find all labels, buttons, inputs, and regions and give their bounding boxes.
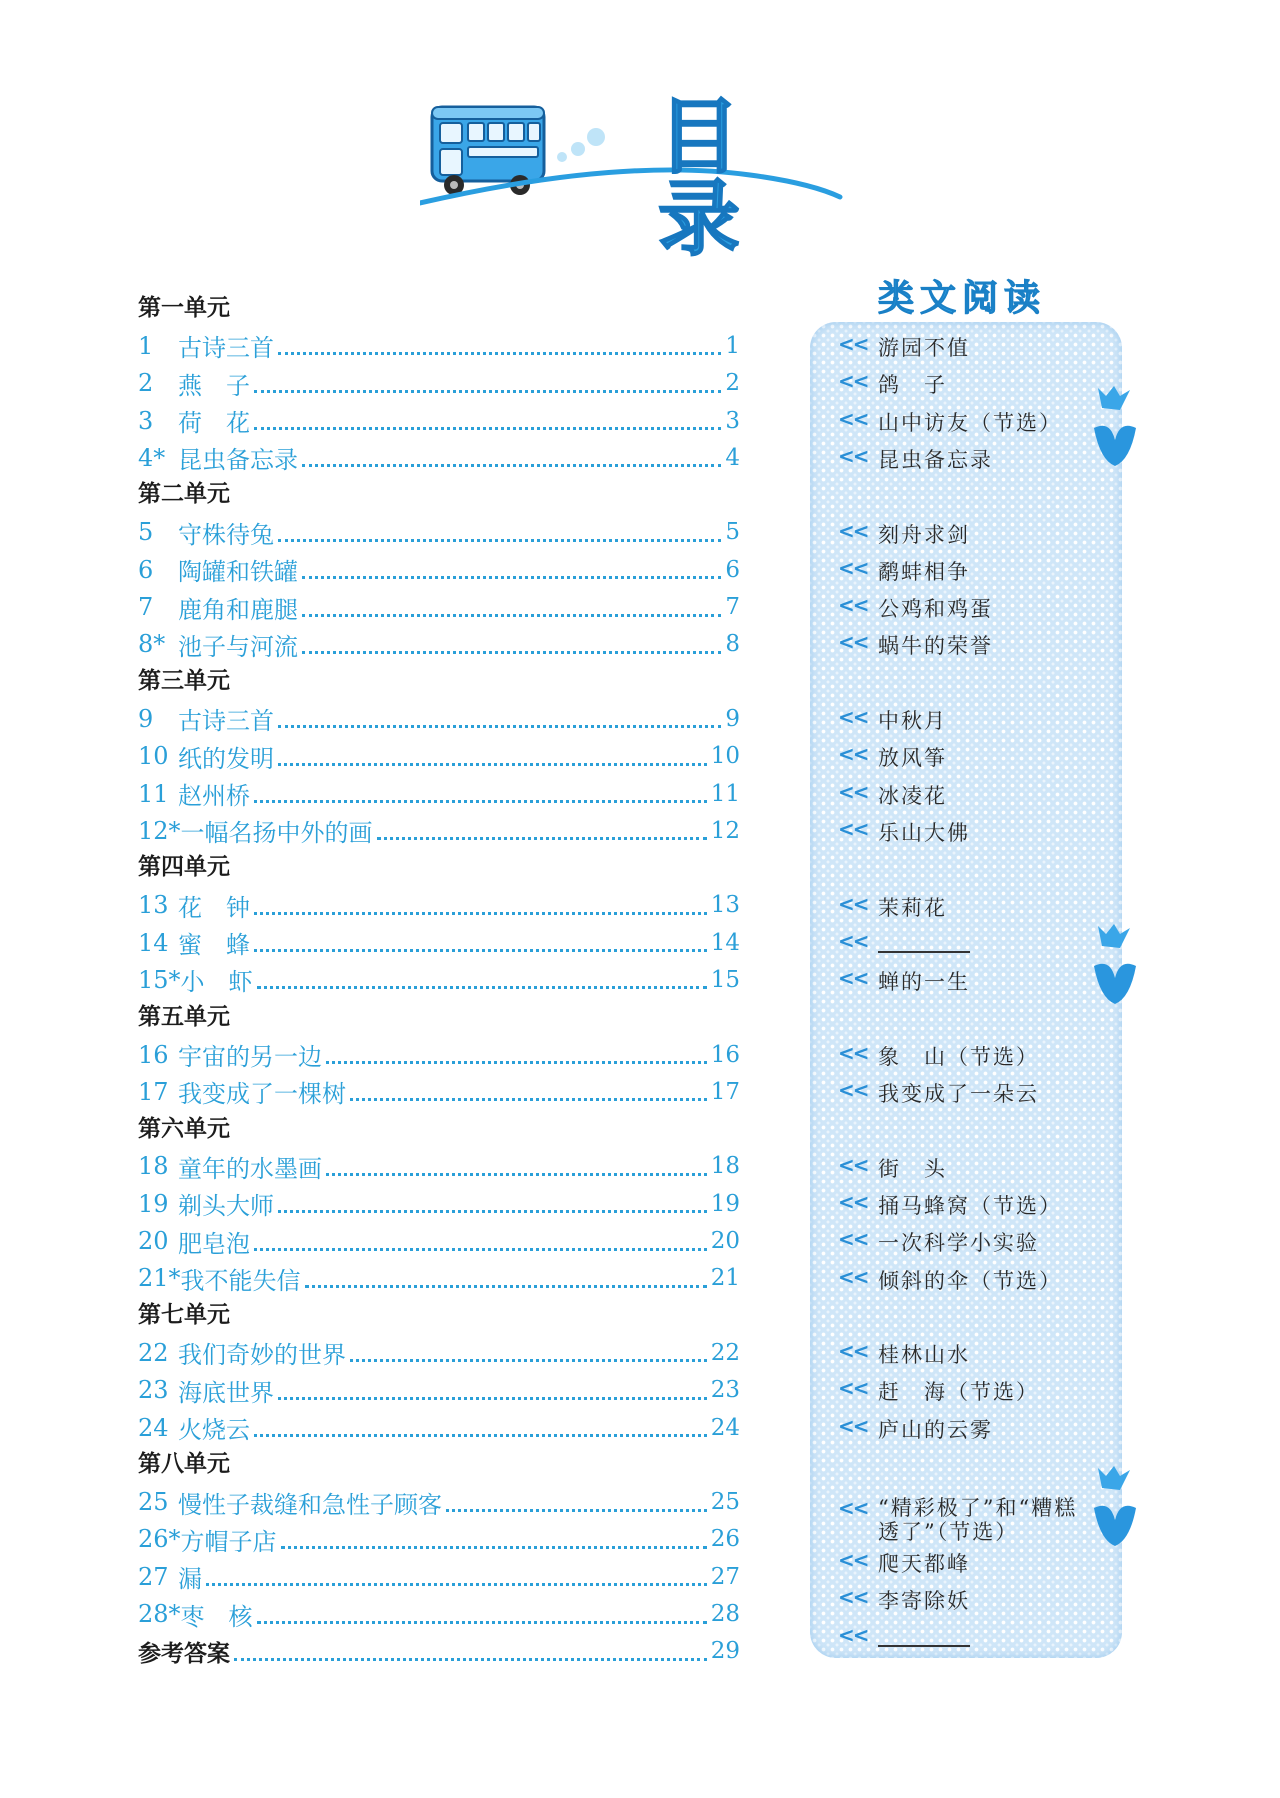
lesson-title: 池子与河流 [178, 632, 298, 661]
dot-leader [302, 651, 721, 654]
dot-leader [278, 539, 721, 542]
dot-leader [254, 800, 707, 803]
page-number: 23 [710, 1377, 740, 1404]
page-number: 26 [710, 1526, 740, 1553]
blank-line [878, 1623, 970, 1647]
lesson-number: 4* [138, 443, 166, 472]
dot-leader [234, 1658, 707, 1661]
double-chevron-left-icon: << [838, 705, 868, 729]
reading-title: 我变成了一朵云 [878, 1082, 1039, 1106]
lesson-number: 22 [138, 1338, 169, 1367]
lesson-number: 1 [138, 331, 154, 360]
dot-leader [257, 986, 707, 989]
toc-entry[interactable] [138, 1595, 740, 1632]
toc-entry[interactable] [138, 1036, 740, 1073]
toc-entry[interactable] [138, 1073, 740, 1110]
reading-item[interactable] [838, 556, 970, 586]
reading-title: 昆虫备忘录 [878, 447, 993, 472]
page-number: 18 [710, 1153, 740, 1180]
page-number: 11 [710, 780, 740, 807]
toc-entry[interactable] [138, 1148, 740, 1185]
lesson-title: 蜜 蜂 [178, 931, 250, 960]
lesson-title: 花 钟 [178, 893, 250, 922]
lesson-title: 一幅名扬中外的画 [180, 819, 373, 848]
leaf-decoration-icon [1090, 380, 1140, 470]
reading-item[interactable] [838, 1265, 1062, 1295]
dot-leader [278, 1397, 707, 1400]
reading-title: 街 头 [878, 1156, 947, 1181]
lesson-title: 纸的发明 [178, 744, 274, 773]
double-chevron-left-icon: << [838, 1227, 868, 1252]
double-chevron-left-icon: << [838, 369, 868, 394]
dot-leader [254, 427, 721, 430]
lesson-number: 23 [138, 1376, 169, 1405]
unit-title: 第六单元 [138, 1115, 230, 1142]
toc-entry[interactable] [138, 514, 740, 551]
reading-title: 鹬蚌相争 [878, 559, 970, 584]
dot-leader [302, 614, 721, 617]
double-chevron-left-icon: << [838, 1547, 868, 1572]
double-chevron-left-icon: << [838, 518, 868, 543]
lesson-title: 童年的水墨画 [178, 1154, 322, 1183]
double-chevron-left-icon: << [838, 593, 868, 618]
dot-leader [254, 1434, 707, 1437]
lesson-number: 8* [138, 630, 166, 659]
dot-leader [350, 1098, 707, 1101]
dot-leader [254, 1248, 707, 1251]
lesson-title: 燕 子 [178, 371, 250, 400]
toc-entry[interactable] [138, 961, 740, 998]
lesson-title: 古诗三首 [178, 334, 274, 363]
page-number: 13 [710, 892, 740, 919]
dot-leader [281, 1546, 707, 1549]
page-number: 1 [725, 332, 740, 359]
lesson-number: 6 [138, 555, 154, 584]
reading-item[interactable] [838, 1339, 970, 1369]
lesson-title: 我不能失信 [180, 1266, 301, 1295]
reading-item[interactable] [838, 780, 947, 810]
dot-leader [302, 576, 721, 579]
double-chevron-left-icon: << [838, 1152, 868, 1177]
reading-title: 茉莉花 [878, 895, 947, 920]
lesson-title: 陶罐和铁罐 [178, 558, 298, 587]
blank-line [878, 929, 970, 953]
page-number: 28 [710, 1601, 740, 1628]
reading-title: 一次科学小实验 [878, 1231, 1039, 1256]
lesson-number: 14 [138, 928, 169, 957]
reading-item[interactable] [838, 630, 993, 660]
reading-item[interactable] [838, 929, 970, 953]
lesson-title: 荷 花 [178, 409, 250, 438]
toc-entry[interactable] [138, 1334, 740, 1371]
unit-title: 第四单元 [138, 854, 230, 881]
double-chevron-left-icon: << [838, 1189, 868, 1214]
double-chevron-left-icon: << [838, 779, 868, 804]
page-number: 7 [725, 594, 740, 621]
lesson-number: 11 [138, 779, 169, 808]
lesson-number: 7 [138, 593, 154, 622]
page-number: 14 [710, 929, 740, 956]
leaf-decoration-icon [1090, 918, 1140, 1008]
reading-item[interactable] [838, 1496, 1098, 1544]
reading-title: 冰凌花 [878, 783, 947, 808]
reading-item[interactable] [838, 817, 970, 847]
page-number: 16 [710, 1041, 740, 1068]
lesson-number: 21* [138, 1264, 181, 1293]
toc-entry[interactable] [138, 626, 740, 663]
double-chevron-left-icon: << [838, 966, 868, 991]
unit-title: 第七单元 [138, 1302, 230, 1329]
page-number: 15 [710, 966, 740, 993]
reading-item[interactable] [838, 1227, 1039, 1257]
page-number: 25 [710, 1489, 740, 1516]
answers-title: 参考答案 [138, 1640, 230, 1667]
reading-title: 乐山大佛 [878, 820, 970, 845]
toc-entry[interactable] [138, 812, 740, 849]
page-number: 10 [710, 743, 740, 770]
reading-title: 庐山的云雾 [878, 1417, 993, 1442]
dot-leader [377, 837, 707, 840]
double-chevron-left-icon: << [838, 1078, 868, 1102]
page-number: 20 [710, 1228, 740, 1255]
toc-entry[interactable] [138, 924, 740, 961]
double-chevron-left-icon: << [838, 1413, 868, 1438]
double-chevron-left-icon: << [838, 1339, 868, 1364]
lesson-title: 鹿角和鹿腿 [178, 595, 298, 624]
toc-entry[interactable] [138, 365, 740, 402]
lesson-title: 方帽子店 [180, 1527, 277, 1556]
lesson-number: 13 [138, 891, 169, 920]
reading-item[interactable] [838, 332, 970, 362]
toc-entry[interactable] [138, 327, 740, 364]
dot-leader [254, 912, 707, 915]
reading-title: 李寄除妖 [878, 1589, 970, 1614]
table-of-contents [138, 290, 740, 1670]
toc-entry[interactable] [138, 402, 740, 439]
reading-panel-title: 类文阅读 [878, 278, 1047, 319]
dot-leader [254, 949, 707, 952]
page-number: 22 [710, 1339, 740, 1366]
reading-item[interactable] [838, 369, 947, 399]
lesson-number: 9 [138, 704, 154, 733]
page-number: 3 [725, 407, 740, 434]
toc-entry-answers[interactable] [138, 1633, 740, 1670]
lesson-number: 16 [138, 1040, 169, 1069]
reading-item[interactable] [838, 1190, 1062, 1220]
unit-title: 第八单元 [138, 1451, 230, 1478]
lesson-title: 宇宙的另一边 [178, 1043, 322, 1072]
double-chevron-left-icon: << [838, 742, 868, 767]
reading-title: “精彩极了”和“糟糕透了”（节选） [878, 1495, 1078, 1544]
page-title: 目 录 [658, 90, 777, 267]
double-chevron-left-icon: << [838, 1040, 868, 1065]
dot-leader [278, 352, 721, 355]
double-chevron-left-icon: << [838, 1495, 868, 1520]
double-chevron-left-icon: << [838, 1264, 868, 1289]
reading-item[interactable] [838, 1623, 970, 1647]
reading-title: 蝉的一生 [878, 970, 970, 995]
double-chevron-left-icon: << [838, 816, 868, 841]
double-chevron-left-icon: << [838, 1622, 868, 1647]
reading-item[interactable] [838, 966, 970, 996]
page-number: 6 [725, 556, 740, 583]
double-chevron-left-icon: << [838, 332, 868, 356]
double-chevron-left-icon: << [838, 443, 868, 468]
toc-entry[interactable] [138, 439, 740, 476]
reading-item[interactable] [838, 1585, 970, 1615]
lesson-number: 27 [138, 1562, 169, 1591]
reading-title: 捅马蜂窝（节选） [878, 1193, 1062, 1218]
lesson-title: 枣 核 [180, 1602, 253, 1631]
toc-entry[interactable] [138, 1185, 740, 1222]
lesson-title: 剃头大师 [178, 1192, 274, 1221]
page-number: 27 [710, 1563, 740, 1590]
reading-title: 桂林山水 [878, 1343, 970, 1368]
reading-title: 鸽 子 [878, 373, 947, 398]
page-number: 24 [710, 1414, 740, 1441]
toc-entry[interactable] [138, 1372, 740, 1409]
toc-entry[interactable] [138, 588, 740, 625]
lesson-number: 28* [138, 1600, 181, 1629]
reading-title: 蜗牛的荣誉 [878, 634, 993, 659]
lesson-number: 10 [138, 742, 169, 771]
toc-entry[interactable] [138, 551, 740, 588]
lesson-number: 19 [138, 1189, 169, 1218]
dot-leader [326, 1061, 707, 1064]
toc-entry[interactable] [138, 1521, 740, 1558]
reading-item[interactable] [838, 444, 993, 474]
lesson-title: 赵州桥 [178, 782, 250, 810]
lesson-number: 26* [138, 1525, 181, 1554]
dot-leader [254, 390, 721, 393]
page-header [420, 90, 870, 267]
page-number: 12 [710, 817, 740, 844]
lesson-number: 17 [138, 1077, 169, 1106]
dot-leader [278, 725, 721, 728]
double-chevron-left-icon: << [838, 555, 868, 580]
toc-entry[interactable] [138, 775, 740, 812]
lesson-title: 昆虫备忘录 [178, 446, 298, 475]
dot-leader [446, 1509, 707, 1512]
double-chevron-left-icon: << [838, 891, 868, 916]
lesson-title: 海底世界 [178, 1378, 274, 1407]
unit-title: 第一单元 [138, 295, 230, 321]
dot-leader [257, 1621, 707, 1624]
reading-item[interactable] [838, 1153, 947, 1183]
reading-title: 山中访友（节选） [878, 410, 1062, 435]
lesson-number: 25 [138, 1488, 169, 1517]
lesson-title: 漏 [178, 1565, 202, 1594]
reading-title: 倾斜的伞（节选） [878, 1268, 1062, 1293]
lesson-number: 5 [138, 518, 154, 547]
reading-title: 公鸡和鸡蛋 [878, 597, 993, 622]
double-chevron-left-icon: << [838, 406, 868, 431]
dot-leader [206, 1583, 707, 1586]
unit-title: 第五单元 [138, 1003, 230, 1030]
reading-title: 爬天都峰 [878, 1551, 970, 1576]
toc-entry[interactable] [138, 1558, 740, 1595]
reading-item[interactable] [838, 1414, 993, 1444]
lesson-title: 慢性子裁缝和急性子顾客 [178, 1490, 442, 1519]
reading-item[interactable] [838, 892, 947, 922]
dot-leader [326, 1173, 707, 1176]
lesson-title: 我们奇妙的世界 [178, 1341, 346, 1370]
reading-item[interactable] [838, 519, 970, 549]
reading-item[interactable] [838, 1548, 970, 1578]
dot-leader [350, 1359, 707, 1362]
double-chevron-left-icon: << [838, 928, 868, 953]
page-number: 8 [725, 631, 740, 658]
lesson-title: 我变成了一棵树 [178, 1080, 346, 1109]
double-chevron-left-icon: << [838, 1376, 868, 1401]
lesson-title: 火烧云 [178, 1416, 250, 1445]
reading-item[interactable] [838, 1041, 1039, 1071]
reading-item[interactable] [838, 407, 1062, 437]
page-number: 29 [710, 1638, 740, 1665]
toc-entry[interactable] [138, 887, 740, 924]
lesson-number: 3 [138, 406, 154, 435]
lesson-number: 18 [138, 1152, 169, 1181]
toc-entry[interactable] [138, 738, 740, 775]
reading-title: 放风筝 [878, 746, 947, 771]
lesson-title: 古诗三首 [178, 707, 274, 736]
page-number: 5 [725, 519, 740, 546]
page-number: 21 [710, 1265, 740, 1292]
reading-item[interactable] [838, 1376, 1039, 1406]
lesson-number: 15* [138, 965, 181, 994]
toc-entry[interactable] [138, 1409, 740, 1446]
lesson-title: 守株待兔 [178, 520, 274, 549]
toc-entry[interactable] [138, 700, 740, 737]
dot-leader [278, 1210, 707, 1213]
lesson-number: 24 [138, 1413, 169, 1442]
toc-entry[interactable] [138, 1484, 740, 1521]
reading-title: 游园不值 [878, 336, 970, 360]
reading-title: 赶 海（节选） [878, 1380, 1039, 1405]
dot-leader [305, 1285, 707, 1288]
dot-leader [278, 763, 707, 766]
lesson-number: 20 [138, 1227, 169, 1256]
page-number: 2 [725, 370, 740, 397]
reading-title: 中秋月 [878, 709, 947, 733]
unit-title: 第二单元 [138, 481, 230, 508]
toc-entry[interactable] [138, 1260, 740, 1297]
double-chevron-left-icon: << [838, 630, 868, 655]
reading-item[interactable] [838, 1078, 1039, 1108]
page-number: 4 [725, 444, 740, 471]
lesson-title: 小 虾 [180, 968, 253, 997]
reading-item[interactable] [838, 705, 947, 735]
reading-item[interactable] [838, 593, 993, 623]
page-number: 9 [725, 705, 740, 732]
unit-title: 第三单元 [138, 667, 230, 694]
lesson-title: 肥皂泡 [178, 1229, 250, 1258]
page-number: 19 [710, 1190, 740, 1217]
dot-leader [302, 464, 721, 467]
toc-entry[interactable] [138, 1222, 740, 1259]
reading-item[interactable] [838, 742, 947, 772]
double-chevron-left-icon: << [838, 1585, 868, 1610]
reading-title: 象 山（节选） [878, 1044, 1039, 1069]
lesson-number: 12* [138, 816, 181, 845]
lesson-number: 2 [138, 369, 154, 398]
page-number: 17 [710, 1078, 740, 1105]
reading-title: 刻舟求剑 [878, 522, 970, 547]
